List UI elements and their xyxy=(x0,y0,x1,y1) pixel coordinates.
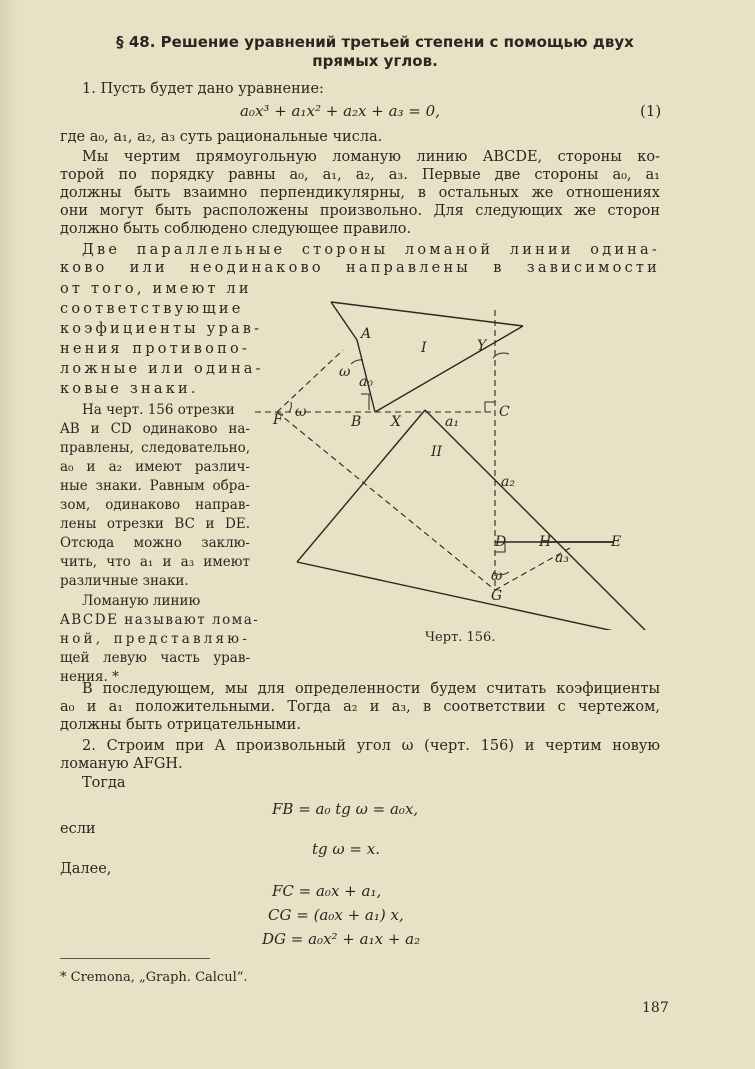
label-G: G xyxy=(491,588,503,604)
fig-line-a-upper xyxy=(331,302,357,340)
example-line5: ные знаки. Равным обра- xyxy=(60,478,250,494)
p4-line1: 2. Строим при A произвольный угол ω (черт. 156) и чертим новую xyxy=(82,738,660,754)
label-a1: a₁ xyxy=(445,414,459,430)
section-title-line2: прямых углов. xyxy=(312,52,438,70)
fig-line-lower-left xyxy=(297,410,425,562)
label-B: B xyxy=(351,414,362,430)
example-line1: На черт. 156 отрезки xyxy=(82,402,235,418)
p3-line3: должны быть отрицательными. xyxy=(60,717,301,733)
label-region-II: II xyxy=(431,444,443,460)
then-word: Тогда xyxy=(82,775,126,791)
where-line: где a₀, a₁, a₂, a₃ суть рациональные числа. xyxy=(60,129,383,145)
rule-line1: Две параллельные стороны ломаной линии одина- xyxy=(82,242,660,258)
p2-line2: торой по порядку равны a₀, a₁, a₂, a₃. Первые две стороны a₀, a₁ xyxy=(60,167,660,183)
label-Y: Y xyxy=(477,338,487,354)
label-a3: a₃ xyxy=(555,550,569,566)
equation-fb: FB = a₀ tg ω = a₀x, xyxy=(272,800,419,818)
example-line7: лены отрезки BC и DE. xyxy=(60,516,250,532)
figure-caption: Черт. 156. xyxy=(425,630,496,645)
label-D: D xyxy=(495,534,507,550)
label-region-I: I xyxy=(421,340,427,356)
label-a2: a₂ xyxy=(501,474,515,490)
broken-line-line4: щей левую часть урав- xyxy=(60,650,250,666)
label-F: F xyxy=(273,412,283,428)
page-edge-shadow xyxy=(0,0,18,1069)
example-line4: a₀ и a₂ имеют различ- xyxy=(60,459,250,475)
broken-line-line3: ной, представляю- xyxy=(60,631,250,647)
example-line6: зом, одинаково направ- xyxy=(60,497,250,513)
fig-dash-fa xyxy=(277,350,343,412)
equation-fc: FC = a₀x + a₁, xyxy=(272,882,382,900)
equation-dg: DG = a₀x² + a₁x + a₂ xyxy=(262,930,421,948)
label-H: H xyxy=(539,534,552,550)
broken-line-line5: нения. * xyxy=(60,669,119,685)
example-line3: правлены, следовательно, xyxy=(60,440,250,456)
p2-line1: Мы чертим прямоугольную ломаную линию ABCDE, стороны ко- xyxy=(82,149,660,165)
label-omega-G: ω xyxy=(491,568,503,584)
p2-line4: они могут быть расположены произвольно. Для следующих же сторон xyxy=(60,203,660,219)
rule-line3: от того, имеют ли xyxy=(60,281,252,297)
example-line8: Отсюда можно заклю- xyxy=(60,535,250,551)
p3-line1: В последующем, мы для определенности будем считать коэфициенты xyxy=(82,681,660,697)
section-title-line1: § 48. Решение уравнений третьей степени с помощью двух xyxy=(116,33,634,51)
equation-number: (1) xyxy=(640,102,662,120)
rule-line8: ковые знаки. xyxy=(60,381,199,397)
broken-line-line1: Ломаную линию xyxy=(82,593,201,609)
p2-line3: должны быть взаимно перпендикулярны, в остальных же отношениях xyxy=(60,185,660,201)
footnote-rule xyxy=(60,958,210,959)
example-line9: чить, что a₁ и a₃ имеют xyxy=(60,554,250,570)
label-X: X xyxy=(391,414,401,430)
equation-1: a₀x³ + a₁x² + a₂x + a₃ = 0, xyxy=(240,102,440,120)
label-omega-F: ω xyxy=(295,404,307,420)
equation-cg: CG = (a₀x + a₁) x, xyxy=(268,906,404,924)
figure-156 xyxy=(255,290,685,630)
broken-line-line2: ABCDE называют лома- xyxy=(60,612,260,628)
label-E: E xyxy=(611,534,622,550)
rule-line4: соответствующие xyxy=(60,301,244,317)
intro-line: 1. Пусть будет дано уравнение: xyxy=(82,81,324,97)
footnote: * Cremona, „Graph. Calcul“. xyxy=(60,970,248,985)
example-line10: различные знаки. xyxy=(60,573,189,589)
fig-line-x-y xyxy=(375,326,523,412)
p4-line2: ломаную AFGH. xyxy=(60,756,183,772)
fig-line-wedge-bottom xyxy=(297,562,655,630)
p3-line2: a₀ и a₁ положительными. Тогда a₂ и a₃, в соответствии с чертежом, xyxy=(60,699,660,715)
label-a0: a₀ xyxy=(359,374,373,390)
further-word: Далее, xyxy=(60,861,112,877)
fig-dash-fg xyxy=(277,412,495,590)
rule-line5: коэфициенты урав- xyxy=(60,321,263,337)
rule-line7: ложные или одина- xyxy=(60,361,264,377)
rule-line6: нения противопо- xyxy=(60,341,250,357)
page-number: 187 xyxy=(642,1000,669,1016)
label-C: C xyxy=(499,404,510,420)
equation-tg: tg ω = x. xyxy=(312,840,380,858)
rule-line2: ково или неодинаково направлены в зависимости xyxy=(60,260,660,276)
label-omega-A: ω xyxy=(339,364,351,380)
label-A: A xyxy=(361,326,372,342)
p2-line5: должно быть соблюдено следующее правило. xyxy=(60,221,412,237)
if-word: если xyxy=(60,821,96,837)
fig-line-top xyxy=(331,302,523,326)
example-line2: AB и CD одинаково на- xyxy=(60,421,250,437)
